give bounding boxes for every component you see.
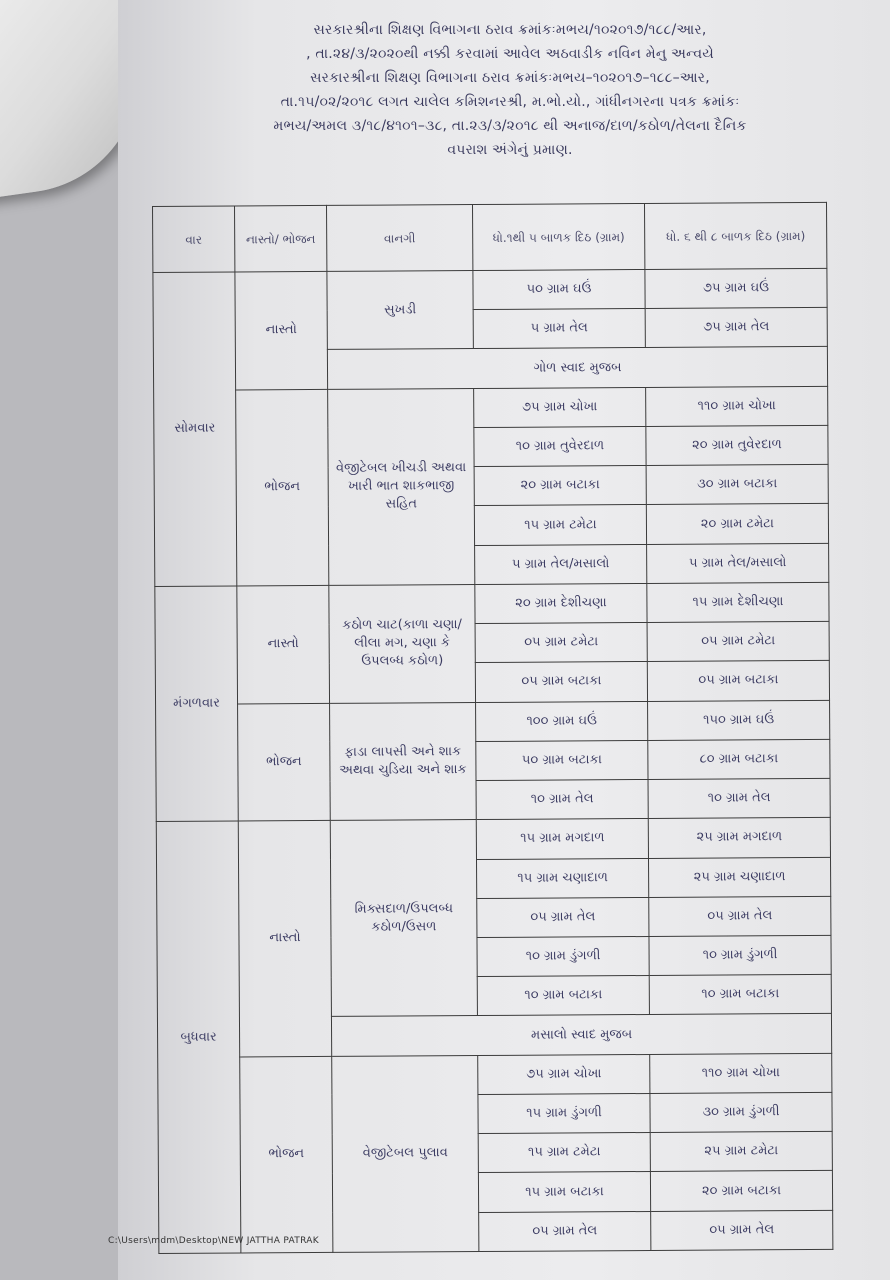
table-row xyxy=(156,818,830,861)
table-header-row xyxy=(153,202,827,272)
qty-std-1-5: ૨૦ ગ્રામ બટાકા xyxy=(474,466,646,506)
qty-std-6-8: ૫ ગ્રામ તેલ/મસાલો xyxy=(647,543,829,583)
qty-std-1-5: ૧૦ ગ્રામ તેલ xyxy=(476,780,648,820)
meal-cell: નાસ્તો xyxy=(235,271,328,389)
qty-std-6-8: ૧૧૦ ગ્રામ ચોખા xyxy=(650,1053,832,1093)
qty-std-6-8: ૮૦ ગ્રામ બટાકા xyxy=(648,739,830,779)
dish-cell: વેજીટેબલ પુલાવ xyxy=(332,1055,479,1252)
qty-std-6-8: ૭૫ ગ્રામ તેલ xyxy=(645,308,827,348)
meal-cell: નાસ્તો xyxy=(237,585,330,703)
qty-std-1-5: ૧૫ ગ્રામ મગદાળ xyxy=(476,819,648,859)
dish-cell: સુખડી xyxy=(327,271,473,350)
table-row xyxy=(158,1053,832,1096)
dish-cell: વેજીટેબલ ખીચડી અથવા ખારી ભાત શાકભાજી સહિત xyxy=(328,388,475,585)
meal-cell: નાસ્તો xyxy=(238,821,331,1057)
document-header xyxy=(190,18,830,162)
qty-std-6-8: ૧૧૦ ગ્રામ ચોખા xyxy=(646,386,828,426)
header-line-1: સરકારશ્રીના શિક્ષણ વિભાગના ઠરાવ ક્રમાંકઃમભય/૧૦૨૦૧૭/૧૮૮/આર, xyxy=(313,22,707,38)
qty-std-6-8: ૧૦ ગ્રામ ડુંગળી xyxy=(649,935,831,975)
qty-std-1-5: ૧૫ ગ્રામ ચણાદાળ xyxy=(476,858,648,898)
qty-std-1-5: ૧૦ ગ્રામ ડુંગળી xyxy=(477,936,649,976)
table-row xyxy=(156,700,830,743)
note-cell: મસાલો સ્વાદ મુજબ xyxy=(331,1014,831,1056)
table-row xyxy=(154,386,828,429)
qty-std-6-8: ૧૦ ગ્રામ તેલ xyxy=(648,778,830,818)
qty-std-6-8: ૦૫ ગ્રામ બટાકા xyxy=(647,661,829,701)
qty-std-1-5: ૫૦ ગ્રામ ઘઉં xyxy=(473,269,645,309)
qty-std-1-5: ૭૫ ગ્રામ ચોખા xyxy=(474,387,646,427)
qty-std-6-8: ૧૦ ગ્રામ બટાકા xyxy=(649,975,831,1015)
qty-std-6-8: ૨૦ ગ્રામ બટાકા xyxy=(650,1171,832,1211)
qty-std-6-8: ૨૫ ગ્રામ ચણાદાળ xyxy=(648,857,830,897)
header-day: વાર xyxy=(153,206,235,272)
note-cell: ગોળ સ્વાદ મુજબ xyxy=(327,347,827,389)
header-line-5: મભય/અમલ ૩/૧૮/૪૧૦૧–૩૮, તા.૨૩/૩/૨૦૧૮ થી અનાજ/દાળ/કઠોળ/તેલના દૈનિક xyxy=(273,118,747,134)
qty-std-1-5: ૦૫ ગ્રામ તેલ xyxy=(479,1211,651,1251)
qty-std-6-8: ૨૫ ગ્રામ ટમેટા xyxy=(650,1132,832,1172)
table-row xyxy=(153,268,827,311)
dish-cell: કઠોળ ચાટ(કાળા ચણા/લીલા મગ, ચણા કે ઉપલબ્ધ કઠોળ) xyxy=(329,584,476,703)
qty-std-6-8: ૦૫ ગ્રામ તેલ xyxy=(651,1210,833,1250)
meal-cell: ભોજન xyxy=(240,1056,333,1253)
header-line-3: સરકારશ્રીના શિક્ષણ વિભાગના ઠરાવ ક્રમાંકઃમભય–૧૦૨૦૧૭–૧૮૮–આર, xyxy=(310,70,710,86)
qty-std-1-5: ૧૫ ગ્રામ ટમેટા xyxy=(478,1133,650,1173)
qty-std-1-5: ૨૦ ગ્રામ દેશીચણા xyxy=(475,583,647,623)
qty-std-1-5: ૧૦ ગ્રામ બટાકા xyxy=(477,976,649,1016)
dish-cell: મિક્સદાળ/ઉપલબ્ધ કઠોળ/ઉસળ xyxy=(330,820,477,1017)
qty-std-6-8: ૨૫ ગ્રામ મગદાળ xyxy=(648,818,830,858)
qty-std-1-5: ૫ ગ્રામ તેલ/મસાલો xyxy=(475,544,647,584)
menu-table xyxy=(152,202,833,1254)
qty-std-1-5: ૭૫ ગ્રામ ચોખા xyxy=(478,1054,650,1094)
header-std-6-8: ધો. ૬ થી ૮ બાળક દિઠ (ગ્રામ) xyxy=(644,202,826,269)
qty-std-1-5: ૧૫ ગ્રામ બટાકા xyxy=(478,1172,650,1212)
qty-std-6-8: ૦૫ ગ્રામ તેલ xyxy=(649,896,831,936)
day-cell-tuesday: મંગળવાર xyxy=(155,586,238,822)
qty-std-1-5: ૦૫ ગ્રામ ટમેટા xyxy=(475,623,647,663)
qty-std-6-8: ૨૦ ગ્રામ તુવેરદાળ xyxy=(646,425,828,465)
day-cell-wednesday: બુધવાર xyxy=(156,821,241,1253)
qty-std-1-5: ૧૫ ગ્રામ ડુંગળી xyxy=(478,1093,650,1133)
qty-std-6-8: ૩૦ ગ્રામ બટાકા xyxy=(646,465,828,505)
header-dish: વાનગી xyxy=(326,205,472,272)
qty-std-6-8: ૩૦ ગ્રામ ડુંગળી xyxy=(650,1092,832,1132)
qty-std-1-5: ૧૫ ગ્રામ ટમેટા xyxy=(474,505,646,545)
qty-std-6-8: ૨૦ ગ્રામ ટમેટા xyxy=(646,504,828,544)
qty-std-1-5: ૧૦ ગ્રામ તુવેરદાળ xyxy=(474,426,646,466)
header-line-4: તા.૧૫/૦૨/૨૦૧૮ લગત ચાલેલ કમિશનરશ્રી, મ.ભો.યો., ગાંધીનગરના પત્રક ક્રમાંકઃ xyxy=(280,94,740,110)
qty-std-1-5: ૧૦૦ ગ્રામ ઘઉં xyxy=(476,701,648,741)
qty-std-6-8: ૧૫ ગ્રામ દેશીચણા xyxy=(647,582,829,622)
qty-std-1-5: ૦૫ ગ્રામ તેલ xyxy=(477,897,649,937)
header-line-6: વપરાશ અંગેનું પ્રમાણ. xyxy=(447,142,573,158)
day-cell-monday: સોમવાર xyxy=(153,272,237,586)
dish-cell: ફાડા લાપસી અને શાક અથવા ચુડિયા અને શાક xyxy=(330,702,477,821)
table-row xyxy=(155,582,829,625)
qty-std-6-8: ૦૫ ગ્રામ ટમેટા xyxy=(647,621,829,661)
qty-std-6-8: ૧૫૦ ગ્રામ ઘઉં xyxy=(648,700,830,740)
meal-cell: ભોજન xyxy=(238,703,331,821)
qty-std-1-5: ૫ ગ્રામ તેલ xyxy=(473,309,645,349)
file-path-footer: C:\Users\mdm\Desktop\NEW JATTHA PATRAK xyxy=(108,1236,319,1246)
qty-std-6-8: ૭૫ ગ્રામ ઘઉં xyxy=(645,268,827,308)
qty-std-1-5: ૫૦ ગ્રામ બટાકા xyxy=(476,740,648,780)
qty-std-1-5: ૦૫ ગ્રામ બટાકા xyxy=(475,662,647,702)
header-meal: નાસ્તો/ ભોજન xyxy=(235,205,327,272)
header-line-2: , તા.૨૪/૩/૨૦૨૦થી નક્કી કરવામાં આવેલ અઠવાડીક નવિન મેનુ અન્વયે xyxy=(306,46,714,62)
header-std-1-5: ધો.૧થી ૫ બાળક દિઠ (ગ્રામ) xyxy=(472,203,644,270)
meal-cell: ભોજન xyxy=(236,389,329,586)
